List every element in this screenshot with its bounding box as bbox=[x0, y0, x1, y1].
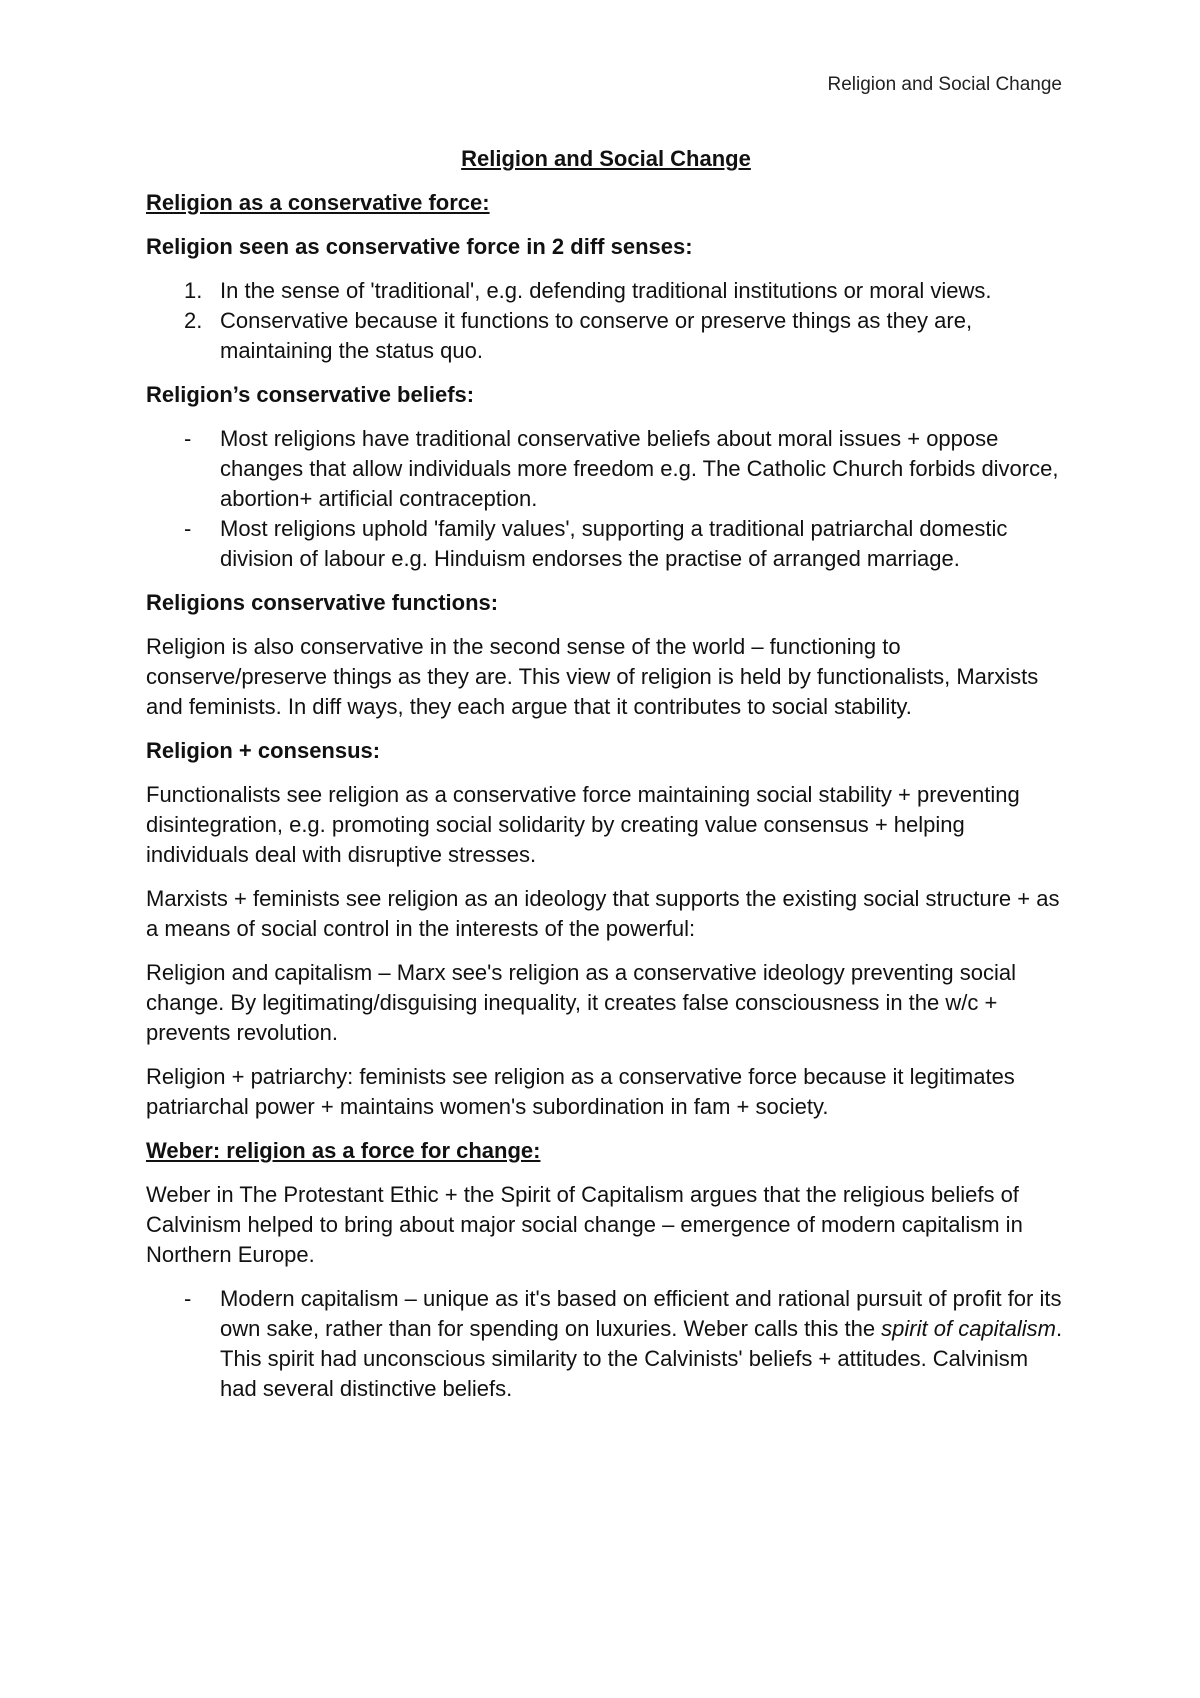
list-item bbox=[146, 1284, 1066, 1404]
paragraph-religion-patriarchy: Religion + patriarchy: feminists see religion as a conservative force because it legitimates patriarchal power + maintains women's subordination in fam + society. bbox=[146, 1064, 1015, 1119]
list-marker: 1. bbox=[184, 278, 203, 303]
list-marker: - bbox=[184, 426, 192, 451]
paragraph-marxists-feminists: Marxists + feminists see religion as an ideology that supports the existing social structure + as a means of social control in the interests of the powerful: bbox=[146, 886, 1060, 941]
paragraph-religion-capitalism: Religion and capitalism – Marx see's religion as a conservative ideology preventing social change. By legitimating/disguising inequality, it creates false consciousness in the w/c + prevents revolution. bbox=[146, 960, 1016, 1045]
bullet-list-weber bbox=[146, 1284, 1066, 1404]
heading-conservative-beliefs: Religion’s conservative beliefs: bbox=[146, 382, 475, 407]
list-item bbox=[146, 306, 1066, 366]
list-item-text: In the sense of 'traditional', e.g. defending traditional institutions or moral views. bbox=[220, 278, 992, 303]
list-marker: - bbox=[184, 516, 192, 541]
document-title: Religion and Social Change bbox=[461, 146, 751, 171]
paragraph-functionalists: Functionalists see religion as a conservative force maintaining social stability + preventing disintegration, e.g. promoting social solidarity by creating value consensus + helping individuals deal with disruptive stresses. bbox=[146, 782, 1020, 867]
list-item-text: Conservative because it functions to conserve or preserve things as they are, maintaining the status quo. bbox=[220, 308, 973, 363]
heading-weber: Weber: religion as a force for change: bbox=[146, 1138, 541, 1163]
bullet-list-beliefs bbox=[146, 424, 1066, 574]
subheading-two-senses: Religion seen as conservative force in 2 diff senses: bbox=[146, 234, 693, 259]
list-item-text: Most religions have traditional conservative beliefs about moral issues + oppose changes that allow individuals more freedom e.g. The Catholic Church forbids divorce, abortion+ artificial contraception. bbox=[220, 426, 1059, 511]
list-marker: 2. bbox=[184, 308, 203, 333]
bullet-text-after: . This spirit had unconscious similarity to the Calvinists' beliefs + attitudes. Calvinism had several distinctive beliefs. bbox=[220, 1316, 1063, 1401]
paragraph-functions: Religion is also conservative in the second sense of the world – functioning to conserve/preserve things as they are. This view of religion is held by functionalists, Marxists and feminists. In diff ways, they each argue that it contributes to social stability. bbox=[146, 634, 1039, 719]
bullet-text-before: Modern capitalism – unique as it's based on efficient and rational pursuit of profit for its own sake, rather than for spending on luxuries. Weber calls this the bbox=[220, 1286, 1062, 1341]
running-header: Religion and Social Change bbox=[827, 74, 1062, 95]
heading-religion-consensus: Religion + consensus: bbox=[146, 738, 381, 763]
heading-conservative-functions: Religions conservative functions: bbox=[146, 590, 499, 615]
list-marker: - bbox=[184, 1286, 192, 1311]
document-body bbox=[146, 144, 1066, 1418]
emphasis-spirit-of-capitalism: spirit of capitalism bbox=[881, 1316, 1057, 1341]
list-item-text: Most religions uphold 'family values', supporting a traditional patriarchal domestic division of labour e.g. Hinduism endorses the practise of arranged marriage. bbox=[220, 516, 1008, 571]
list-item-text bbox=[220, 1286, 1062, 1401]
list-item bbox=[146, 424, 1066, 514]
list-item bbox=[146, 276, 1066, 306]
numbered-list-senses bbox=[146, 276, 1066, 366]
section-heading-conservative-force: Religion as a conservative force: bbox=[146, 190, 490, 215]
list-item bbox=[146, 514, 1066, 574]
paragraph-weber: Weber in The Protestant Ethic + the Spirit of Capitalism argues that the religious beliefs of Calvinism helped to bring about major social change – emergence of modern capitalism in Northern Europe. bbox=[146, 1182, 1023, 1267]
